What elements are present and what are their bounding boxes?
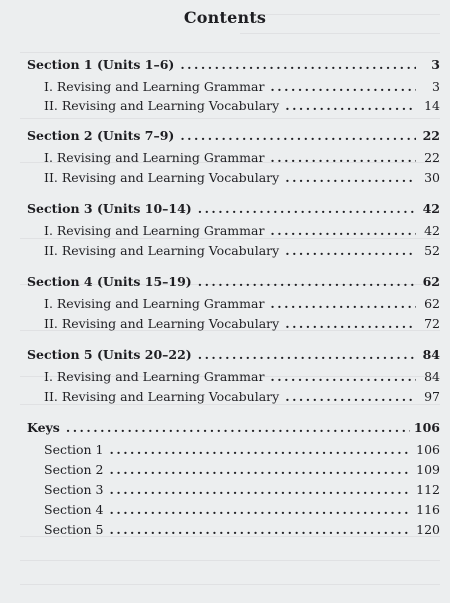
dot-leader (106, 442, 413, 457)
toc-entry-label: Section 2 (Units 7–9) (27, 128, 175, 143)
toc-subentry[interactable] (44, 150, 440, 166)
toc-page-number: 42 (424, 223, 440, 238)
toc-entry-label: Section 2 (44, 462, 104, 477)
toc-entry-label: Section 4 (44, 502, 104, 517)
toc-entry-label: Section 4 (Units 15–19) (27, 274, 192, 289)
dot-leader (281, 243, 416, 258)
dot-leader (62, 420, 410, 435)
dot-leader (176, 128, 416, 143)
toc-page-number: 84 (422, 347, 440, 362)
dot-leader (266, 296, 416, 311)
toc-entry-label: II. Revising and Learning Vocabulary (44, 316, 280, 331)
toc-page-number: 112 (416, 482, 440, 497)
toc-subentry[interactable] (44, 296, 440, 312)
toc-page-number: 62 (424, 296, 440, 311)
toc-entry-label: Section 3 (44, 482, 104, 497)
toc-entry-label: II. Revising and Learning Vocabulary (44, 243, 280, 258)
toc-entry-label: Section 3 (Units 10–14) (27, 201, 192, 216)
toc-entry-label: Section 1 (44, 442, 104, 457)
dot-leader (106, 502, 413, 517)
toc-entry-label: I. Revising and Learning Grammar (44, 223, 265, 238)
toc-page-number: 42 (422, 201, 440, 216)
toc-section-3[interactable] (27, 201, 440, 217)
toc-entry-label: I. Revising and Learning Grammar (44, 150, 265, 165)
dot-leader (176, 57, 416, 72)
toc-section-2[interactable] (27, 128, 440, 144)
toc-section-1[interactable] (27, 57, 440, 73)
toc-page-number: 14 (424, 98, 440, 113)
toc-page-number: 22 (422, 128, 440, 143)
toc-page-number: 84 (424, 369, 440, 384)
dot-leader (266, 223, 416, 238)
toc-entry-label: Keys (27, 420, 60, 435)
toc-section-5[interactable] (27, 347, 440, 363)
toc-page-number: 3 (432, 79, 440, 94)
toc-key-section-3[interactable] (44, 482, 440, 498)
page-title: Contents (183, 8, 267, 27)
toc-entry-label: II. Revising and Learning Vocabulary (44, 170, 280, 185)
toc-entry-label: Section 5 (44, 522, 104, 537)
dot-leader (106, 462, 413, 477)
toc-page-number: 72 (424, 316, 440, 331)
dot-leader (281, 389, 416, 404)
toc-key-section-4[interactable] (44, 502, 440, 518)
toc-page-number: 22 (424, 150, 440, 165)
toc-page-number: 30 (424, 170, 440, 185)
toc-subentry[interactable] (44, 243, 440, 259)
toc-subentry[interactable] (44, 223, 440, 239)
toc-subentry[interactable] (44, 98, 440, 114)
toc-entry-label: Section 5 (Units 20–22) (27, 347, 192, 362)
toc-subentry[interactable] (44, 170, 440, 186)
dot-leader (266, 79, 416, 94)
toc-entry-label: I. Revising and Learning Grammar (44, 296, 265, 311)
toc-key-section-5[interactable] (44, 522, 440, 538)
dot-leader (194, 347, 416, 362)
dot-leader (194, 274, 416, 289)
toc-subentry[interactable] (44, 316, 440, 332)
toc-entry-label: I. Revising and Learning Grammar (44, 79, 265, 94)
toc-page-number: 3 (431, 57, 440, 72)
toc-key-section-1[interactable] (44, 442, 440, 458)
toc-page-number: 62 (422, 274, 440, 289)
dot-leader (266, 150, 416, 165)
dot-leader (106, 482, 413, 497)
toc-subentry[interactable] (44, 79, 440, 95)
toc-subentry[interactable] (44, 369, 440, 385)
toc-page-number: 106 (416, 442, 440, 457)
toc-page-number: 106 (413, 420, 440, 435)
toc-section-4[interactable] (27, 274, 440, 290)
toc-keys[interactable] (27, 420, 440, 436)
dot-leader (281, 316, 416, 331)
dot-leader (106, 522, 413, 537)
toc-key-section-2[interactable] (44, 462, 440, 478)
dot-leader (281, 170, 416, 185)
toc-entry-label: I. Revising and Learning Grammar (44, 369, 265, 384)
toc-entry-label: Section 1 (Units 1–6) (27, 57, 175, 72)
toc-entry-label: II. Revising and Learning Vocabulary (44, 98, 280, 113)
dot-leader (266, 369, 416, 384)
dot-leader (281, 98, 416, 113)
toc-page-number: 52 (424, 243, 440, 258)
toc-subentry[interactable] (44, 389, 440, 405)
toc-page-number: 120 (416, 522, 440, 537)
toc-page-number: 109 (416, 462, 440, 477)
toc-page-number: 116 (416, 502, 440, 517)
toc-entry-label: II. Revising and Learning Vocabulary (44, 389, 280, 404)
dot-leader (194, 201, 416, 216)
toc-page-number: 97 (424, 389, 440, 404)
